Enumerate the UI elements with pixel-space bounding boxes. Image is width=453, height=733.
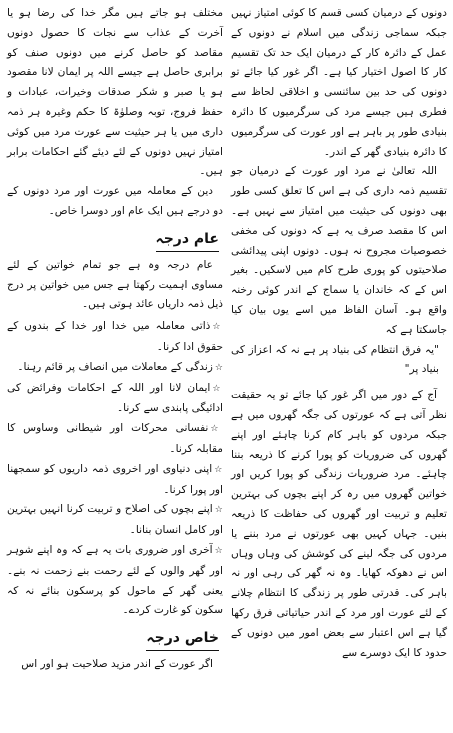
star-icon: ☆ <box>212 383 223 394</box>
duties-list <box>7 317 223 621</box>
list-item-text: نفسانی محرکات اور شیطانی وساوس کا مقابلہ کرنا۔ <box>7 422 223 455</box>
list-item-text: ذاتی معاملہ میں خدا اور خدا کے بندوں کے حقوق ادا کرنا۔ <box>7 320 223 353</box>
list-item-text: اپنی دنیاوی اور اخروی ذمہ داریوں کو سمجھنا اور پورا کرنا۔ <box>7 462 223 496</box>
star-icon: ☆ <box>214 545 223 556</box>
star-icon: ☆ <box>210 424 223 435</box>
list-item <box>7 500 223 541</box>
paragraph: مختلف ہو جاتے ہیں مگر خدا کی رضا ہو یا آخرت کے عذاب سے نجات کا حصول دونوں مقاصد کو حاصل کرنے میں دونوں صنف کو برابری حاصل ہے جیسے اللہ پر ایمان لانا مقصود ہو یا صبر و شکر صدقات وخیرات، عبادات و حفظ فروج، توبہ وصلوٰۃ کا حکم وغیرہ ہر ذمہ داری میں یا ہر حیثیت سے عورت مرد میں کوئی امتیاز نہیں دونوں کے لئے دیئے گئے احکامات برابر ہیں۔ <box>7 7 223 178</box>
list-item <box>7 358 223 379</box>
star-icon: ☆ <box>214 464 223 475</box>
star-icon: ☆ <box>212 322 223 333</box>
paragraph: دونوں کے درمیان کسی قسم کا کوئی امتیاز نہیں جبکہ سماجی زندگی میں اسلام نے دونوں کے عمل کے دائرہ کار کے درمیان ایک حد تک تقسیم کار کا اصول اختیار کیا ہے۔ اگر غور کیا جائے تو دونوں کی حد بین سائنسی و اخلاقی لحاظ سے فطری ہیں جیسے مرد کی سرگرمیوں کا دائرہ بنیادی طور پر باہر ہے اور عورت کی سرگرمیوں کا دائرہ بنیادی گھر کے اندر۔ <box>231 7 447 158</box>
list-item-text: آخری اور ضروری بات یہ ہے کہ وہ اپنے شوہر اور گھر والوں کے لئے رحمت بنے زحمت نہ بنے۔ یعنی گھر کے ماحول کو پرسکون بنائے نہ کہ سکون کو غارت کردے۔ <box>7 543 223 617</box>
paragraph: عام درجہ وہ ہے جو تمام خواتین کے لئے مساوی اہمیت رکھتا ہے جس میں خواتین پر درج ذیل ذمہ داریاں عائد ہوتی ہیں۔ <box>7 258 223 311</box>
list-item-text: زندگی کے معاملات میں انصاف پر قائم رہنا۔ <box>17 360 213 373</box>
star-icon: ☆ <box>214 362 223 373</box>
paragraph: اللہ تعالیٰ نے مرد اور عورت کے درمیان جو تقسیم ذمہ داری کی ہے اس کا تعلق کسی طور بھی دونوں کی حیثیت میں امتیاز سے نہیں ہے۔ اس کا مقصد صرف یہ ہے کہ دونوں کی مخفی خصوصیات مجروح نہ ہوں۔ دونوں اپنی پیدائشی صلاحیتوں کو پوری طرح کام میں لاسکیں۔ بغیر اس کے کہ خاندان یا سماج کے اندر کوئی رخنہ واقع ہو۔ آسان الفاظ میں اسے یوں بیان کیا جاسکتا ہے کہ <box>231 165 447 336</box>
list-item <box>7 419 223 460</box>
paragraph: اگر عورت کے اندر مزید صلاحیت ہو اور اس <box>21 658 213 671</box>
star-icon: ☆ <box>214 505 223 516</box>
list-item <box>7 317 223 358</box>
list-item-text: ایمان لانا اور اللہ کے احکامات وفرائض کی ادائیگی پابندی سے کرنا۔ <box>7 381 223 415</box>
left-column <box>7 4 223 729</box>
paragraph: آج کے دور میں اگر غور کیا جائے تو یہ حقیقت نظر آتی ہے کہ عورتوں کی جگہ گھروں میں ہے جبکہ مردوں کو باہر کام کرنا چاہئے اور اپنے گھروں کی ضروریات کو پورا کرنے کا ذریعہ بننا چاہئے۔ مرد ضروریات زندگی کو پورا کریں اور خواتین گھروں میں رہ کر اپنے بچوں کی بہترین تعلیم و تربیت اور گھروں کی حفاظت کا ذریعہ بنیں۔ جہاں کہیں بھی عورتوں نے مرد بننے یا مردوں کی جگہ لینے کی کوشش کی وہاں وہاں اس نے دھوکہ کھایا۔ وہ نہ گھر کی رہی اور نہ باہر کی۔ قدرتی طور پر زندگی کا انتظام چلانے کے لئے عورت اور مرد کے اندر حیاتیاتی فرق رکھا گیا ہے اس اعتبار سے بعض امور میں دونوں کے حدود کا ایک دوسرے سے <box>231 389 447 659</box>
section-heading-special: خاص درجہ <box>146 627 219 651</box>
right-column <box>231 4 447 729</box>
quote: "یہ فرق انتظام کی بنیاد پر ہے نہ کہ اعزاز کی بنیاد پر" <box>231 343 439 376</box>
paragraph: دین کے معاملہ میں عورت اور مرد دونوں کے دو درجے ہیں ایک عام اور دوسرا خاص۔ <box>7 185 223 217</box>
list-item <box>7 379 223 420</box>
list-item-text: اپنے بچوں کی اصلاح و تربیت کرنا انہیں بہترین اور کامل انسان بنانا۔ <box>7 503 223 537</box>
section-heading-general: عام درجہ <box>156 228 220 252</box>
list-item <box>7 541 223 621</box>
list-item <box>7 460 223 501</box>
